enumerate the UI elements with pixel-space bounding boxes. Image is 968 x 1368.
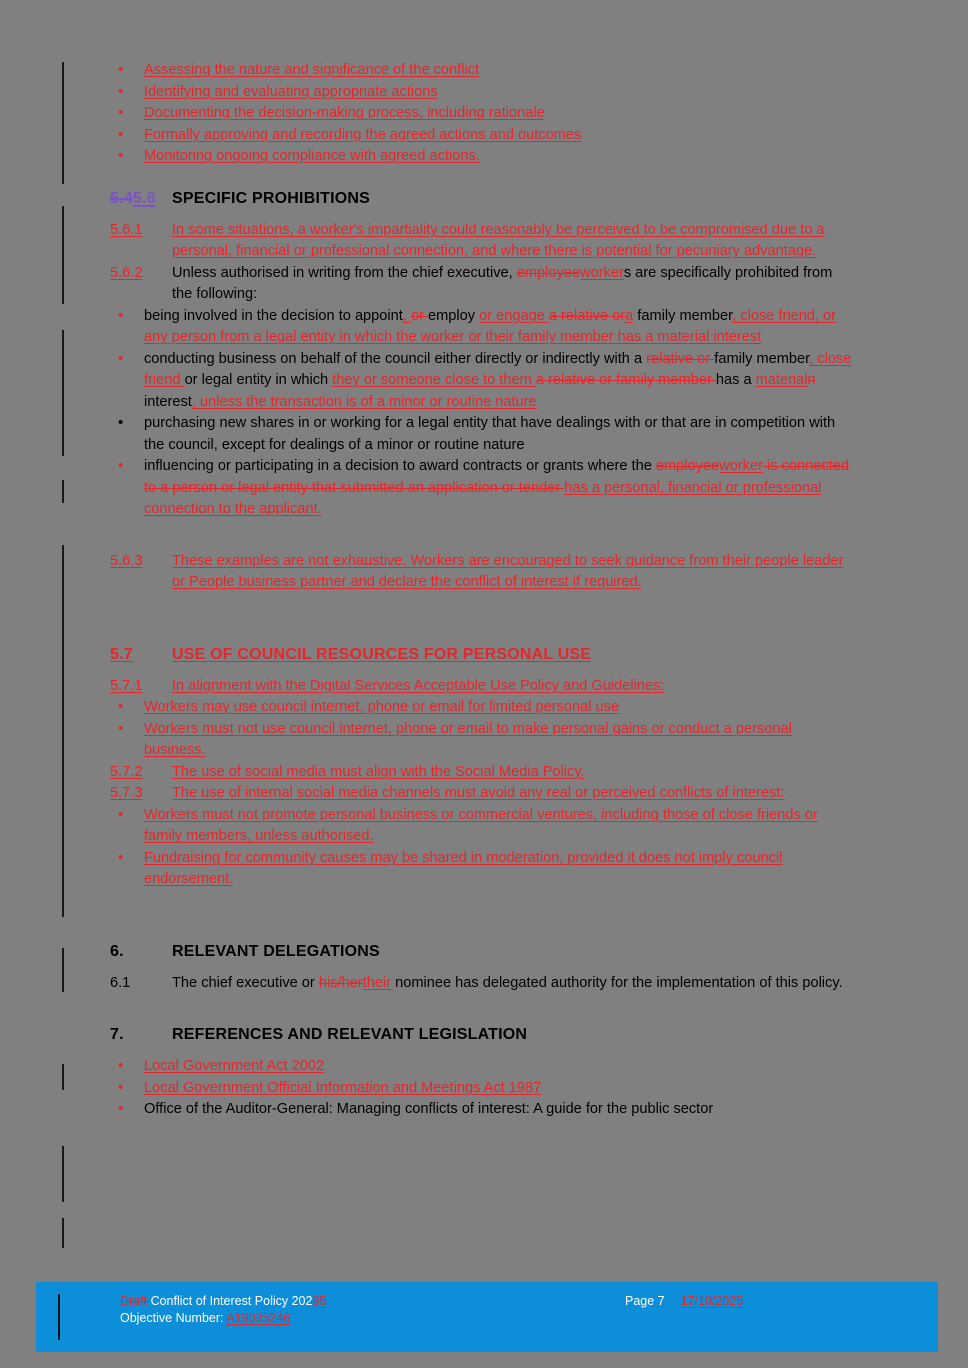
heading-title: USE OF COUNCIL RESOURCES FOR PERSONAL USE [172,645,592,663]
inserted-text: , unless the transaction is of a minor or routine nature [191,393,537,410]
deleted-text: or [410,307,428,324]
clause-text: These examples are not exhaustive. Workers are encouraged to seek guidance from their people leader or People business partner and declare the conflict of interest if required. [172,552,844,590]
list-item [110,1078,855,1100]
heading-specific-prohibitions [110,188,855,210]
list-item [110,60,855,82]
clause-text-keep: employ [427,307,480,324]
clause-text: In some situations, a worker's impartiality could reasonably be perceived to be compromised due to a personal, financial or professional connection, and where there is potential for pecuniary advantage. [172,221,825,259]
heading-relevant-delegations [110,941,855,963]
clause-text-keep: has a [715,372,756,388]
clause-6-1 [110,973,855,995]
bullet-text: Identifying and evaluating appropriate actions [144,83,438,100]
heading-number: 6. [110,942,124,960]
bullet-text: Office of the Auditor-General: Managing conflicts of interest: A guide for the public sector [144,1101,714,1117]
footer-title-line [120,1293,625,1310]
clause-5-7-2 [110,762,855,784]
clause-text-keep: purchasing new shares in or working for a legal entity that have dealings with or that are in competition with the council, except for dealings of a minor or routine nature [144,415,836,453]
change-bar [62,1064,64,1090]
clause-text-keep: Unless authorised in writing from the chief executive, [172,264,517,281]
list-item [110,349,855,414]
clause-number: 5.7.3 [110,785,143,801]
footer-objective-line [120,1310,625,1327]
list-item [110,125,855,147]
deleted-text: his/her [318,974,363,991]
clause-text-keep: conducting business on behalf of the council either directly or indirectly with a [144,350,647,367]
change-bar [62,330,64,456]
list-item [110,103,855,125]
list-item [110,82,855,104]
bullet-text: Formally approving and recording the agreed actions and outcomes [144,126,582,143]
bullet-text: Documenting the decision-making process, including rationale [144,105,545,121]
clause-number: 5.7.1 [110,677,143,694]
clause-number: 6.1 [110,974,131,991]
clause-number: 5.6.1 [110,221,143,238]
inserted-text: worker [719,458,763,474]
document-body [110,60,855,1121]
heading-title: REFERENCES AND RELEVANT LEGISLATION [172,1026,528,1043]
inserted-text: a [625,307,634,324]
clause-text [172,973,855,995]
inserted-text: their [362,974,392,991]
clause-number: 5.6.2 [110,264,143,281]
bullet-text: Fundraising for community causes may be shared in moderation, provided it does not imply council endorsement. [144,849,783,887]
clause-5-7-1 [110,676,855,698]
bullet-text: Assessing the nature and significance of the conflict [144,62,480,78]
list-item [110,456,855,521]
bullet-text: Workers must not promote personal business or commercial ventures, including those of close friends or family members, unless authorised. [144,806,818,844]
change-bar [62,480,64,503]
clause-number: 5.7.2 [110,763,143,780]
inserted-text: , close friend [144,350,852,388]
clause-text-keep: interest [144,393,192,410]
clause-text-keep: nominee has delegated authority for the implementation of this policy. [391,974,843,991]
clause-text-keep: The chief executive or [172,974,319,991]
inserted-text: or engage [479,307,549,324]
list-item [110,1099,855,1121]
change-bar [62,545,64,917]
bullet-text: Workers may use council internet, phone or email for limited personal use [144,699,620,715]
clause-text-keep: being involved in the decision to appoint [144,307,403,324]
deleted-text: 3 [312,1294,320,1308]
inserted-text: has a personal, financial or professional connection to the applicant. [144,479,822,517]
footer-title-text: Conflict of Interest Policy 202 [150,1294,313,1308]
bullet-text: Monitoring ongoing compliance with agreed actions. [144,148,480,164]
clause-5-6-1 [110,220,855,263]
heading-number: 5.7 [110,645,133,663]
clause-text: The use of social media must align with the Social Media Policy. [172,763,585,780]
change-bar [62,206,64,304]
change-bar [62,1146,64,1202]
footer-change-bar [58,1294,60,1340]
footer-document-title [120,1293,625,1327]
footer-page-number: Page 7 [625,1294,665,1308]
inserted-text: , [402,307,411,324]
clause-text-keep: influencing or participating in a decision to award contracts or grants where the [144,458,656,474]
inserted-text: they or someone close to them [332,372,536,388]
bullet-text: Workers must not use council internet, phone or email to make personal gains or conduct a personal business. [144,720,792,758]
deleted-text: relative or [646,350,715,367]
change-bar [62,948,64,992]
deleted-text: employee [655,458,720,474]
clause-text: The use of internal social media channels must avoid any real or perceived conflicts of interest: [172,785,785,801]
change-bar [62,1218,64,1248]
objective-number: A19035246 [226,1311,291,1325]
clause-5-7-1-bullets [110,697,855,762]
page-footer [36,1282,938,1352]
objective-label: Objective Number: [120,1311,227,1325]
clause-text-keep: s are specifically prohibited from the following: [172,264,833,302]
inserted-text: material [755,372,808,388]
clause-number: 5.6.3 [110,552,143,569]
deleted-text: n [807,372,816,388]
clause-text-keep: family member [633,307,733,324]
clause-text: In alignment with the Digital Services Acceptable Use Policy and Guidelines: [172,677,665,694]
clause-5-6-2 [110,263,855,306]
heading-use-of-council-resources [110,644,855,666]
clause-5-7-3-bullets [110,805,855,891]
clause-5-7-3 [110,783,855,805]
clause-text-keep: family member [714,350,810,367]
inserted-text: 5 [319,1294,327,1308]
list-item [110,1056,855,1078]
deleted-text: employee [516,264,581,281]
list-item [110,719,855,762]
deleted-text: a relative or family member [535,372,716,388]
list-item [110,848,855,891]
deleted-text: a relative or [548,307,626,324]
list-item [110,697,855,719]
deleted-text: is connected to a person or legal entity that submitted an application or tender [144,458,849,496]
clause-text [172,263,855,306]
top-bullet-list [110,60,855,168]
heading-title: SPECIFIC PROHIBITIONS [172,189,370,207]
deleted-text: Draft [120,1294,151,1308]
footer-date: 17/10/2025 [680,1294,744,1308]
heading-number: 7. [110,1026,124,1043]
list-item [110,805,855,848]
list-item [110,306,855,349]
clause-5-6-3 [110,551,855,594]
prohibitions-bullet-list [110,306,855,521]
inserted-text: worker [580,264,624,281]
clause-text-keep: or legal entity in which [184,372,333,388]
references-bullet-list [110,1056,855,1121]
heading-title: RELEVANT DELEGATIONS [172,942,380,960]
heading-number: 5.45.6 [110,189,156,207]
change-bar [62,62,64,184]
inserted-text: Local Government Official Information and Meetings Act 1987 [144,1079,542,1096]
list-item [110,146,855,168]
inserted-text: , close friend, or any person from a legal entity in which the worker or their family member has a material interest [144,307,837,345]
heading-references [110,1024,855,1046]
inserted-text: Local Government Act 2002 [144,1058,325,1074]
list-item [110,413,855,456]
